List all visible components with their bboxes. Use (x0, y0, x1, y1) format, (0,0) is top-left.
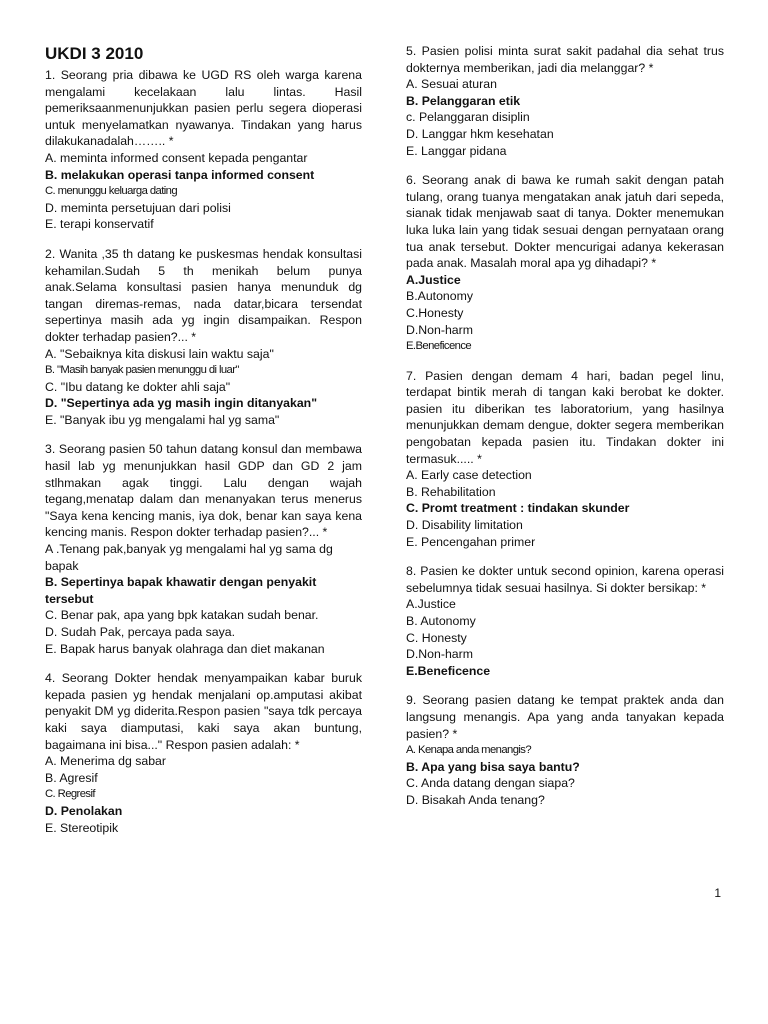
question-stem: 3. Seorang pasien 50 tahun datang konsul dan membawa hasil lab yg menunjukkan hasil GDP dan GD 2 jam stlhmakan agak tinggi. Lalu dengan wajah tegang,menatap dalam dan menanyakan terus menerus "Saya kena kencing manis, iya dok, benar kan saya kena kencing manis. Respon dokter terhadap pasien?... * (45, 442, 362, 540)
answer-option: A. meminta informed consent kepada pengantar (45, 150, 308, 165)
answer-option: A. Menerima dg sabar (45, 754, 166, 769)
question-stem: 6. Seorang anak di bawa ke rumah sakit dengan patah tulang, orang tuanya mengatakan anak jatuh dari sepeda, sianak tidak menjawab saat di tanya. Dokter menemukan luka luka lain yang tidak sesuai dengan pernyataan orang tua anak tersebut. Dokter mencurigai adanya kekerasan pada anak. Masalah moral apa yg dihadapi? * (406, 173, 724, 271)
answer-option: c. Pelanggaran disiplin (406, 110, 530, 125)
answer-option: B. Autonomy (406, 614, 476, 628)
answer-option: D. Disability limitation (406, 518, 523, 533)
question-8 (406, 563, 724, 679)
answer-options (406, 467, 724, 550)
answer-option: A. Early case detection (406, 468, 532, 483)
answer-options (406, 742, 724, 808)
question-1 (45, 67, 362, 233)
answer-option: D.Non-harm (406, 322, 473, 337)
answer-option: D. meminta persetujuan dari polisi (45, 200, 231, 215)
question-stem: 7. Pasien dengan demam 4 hari, badan pegel linu, terdapat bintik merah di tangan kaki berobat ke dokter. pasien itu diberikan tes laboratorium, yang hasilnya menunjukkan demam dengue, dokter segera memberikan pengobatan kepada pasien itu. Tindakan dokter ini termasuk..... * (406, 368, 724, 466)
answer-option: E. "Banyak ibu yg mengalami hal yg sama" (45, 412, 280, 427)
answer-option: E. terapi konservatif (45, 217, 154, 232)
answer-option: E. Pencengahan primer (406, 534, 536, 549)
question-9 (406, 692, 724, 808)
answer-option-correct: D. "Sepertinya ada yg masih ingin ditanyakan" (45, 396, 318, 411)
left-column (45, 44, 362, 849)
answer-option: B. Agresif (45, 770, 98, 785)
answer-option: A.Justice (406, 597, 456, 612)
question-5 (406, 43, 724, 159)
answer-options (45, 541, 362, 657)
question-7 (406, 368, 724, 551)
answer-option: C. Honesty (406, 630, 467, 645)
answer-options (45, 753, 362, 836)
document-title: UKDI 3 2010 (45, 44, 144, 63)
answer-option: B. Rehabilitation (406, 484, 496, 499)
answer-option: E. Bapak harus banyak olahraga dan diet makanan (45, 641, 325, 656)
answer-option: C.Honesty (406, 305, 464, 320)
answer-option: D.Non-harm (406, 647, 473, 662)
question-stem: 1. Seorang pria dibawa ke UGD RS oleh warga karena mengalami kecelakaan lalu lintas. Hasil pemeriksaanmenunjukkan pasien perlu segera dioperasi untuk menyelamatkan nyawanya. Tindakan yang harus dilakukanadalah…….. * (45, 68, 362, 149)
answer-option: A. "Sebaiknya kita diskusi lain waktu saja" (45, 346, 274, 361)
question-4 (45, 670, 362, 836)
question-2 (45, 246, 362, 429)
answer-option: C. Anda datang dengan siapa? (406, 776, 575, 791)
answer-option: A. Sesuai aturan (406, 77, 497, 92)
answer-option-correct: D. Penolakan (45, 803, 123, 818)
answer-option: D. Langgar hkm kesehatan (406, 126, 554, 141)
answer-options (406, 272, 724, 355)
question-stem: 8. Pasien ke dokter untuk second opinion, karena operasi sebelumnya tidak sesuai hasilnya. Si dokter bersikap: * (406, 564, 724, 595)
answer-option: C. Regresif (45, 788, 95, 801)
question-6 (406, 172, 724, 355)
answer-options (406, 76, 724, 159)
answer-option-correct: B. melakukan operasi tanpa informed consent (45, 167, 315, 182)
answer-option-correct: E.Beneficence (406, 663, 491, 678)
answer-options (45, 346, 362, 429)
question-3 (45, 441, 362, 657)
question-stem: 9. Seorang pasien datang ke tempat praktek anda dan langsung menangis. Apa yang anda tanyakan kepada pasien? * (406, 693, 724, 741)
answer-option: A. Kenapa anda menangis? (406, 744, 532, 757)
answer-options (45, 150, 362, 233)
answer-option: E.Beneficence (406, 340, 472, 353)
answer-option-correct: B. Apa yang bisa saya bantu? (406, 759, 580, 774)
answer-option-correct: B. Sepertinya bapak khawatir dengan penyakit tersebut (45, 575, 317, 606)
answer-option: E. Langgar pidana (406, 143, 507, 158)
answer-option: C. menunggu keluarga dating (45, 185, 178, 198)
answer-option-correct: A.Justice (406, 272, 461, 287)
answer-option: D. Bisakah Anda tenang? (406, 792, 545, 807)
answer-option: C. Benar pak, apa yang bpk katakan sudah benar. (45, 608, 319, 623)
question-stem: 5. Pasien polisi minta surat sakit padahal dia sehat trus dokternya memberikan, jadi dia melanggar? * (406, 44, 724, 75)
answer-option: C. "Ibu datang ke dokter ahli saja" (45, 379, 231, 394)
answer-option: E. Stereotipik (45, 820, 119, 835)
right-column (406, 43, 724, 822)
question-stem: 4. Seorang Dokter hendak menyampaikan kabar buruk kepada pasien yg hendak menjalani op.amputasi akibat penyakit DM yg diderita.Respon pasien "saya tdk percaya kaki saya diamputasi, kaki saya akan buntung, bagaimana ini bisa..." Respon pasien adalah: * (45, 671, 362, 752)
answer-option: D. Sudah Pak, percaya pada saya. (45, 625, 236, 639)
question-stem: 2. Wanita ,35 th datang ke puskesmas hendak konsultasi kehamilan.Sudah 5 th menikah belum punya anak.Selama konsultasi pasien hanya menunduk dg tangan diremas-remas, nada datar,bicara tersendat sepertinya masih ada yg ingin disampaikan. Respon dokter terhadap pasien?... * (45, 246, 362, 344)
answer-option: B. "Masih banyak pasien menunggu di luar" (45, 364, 239, 377)
answer-option: B.Autonomy (406, 289, 473, 304)
answer-options (406, 596, 724, 679)
answer-option-correct: B. Pelanggaran etik (406, 93, 521, 108)
page-number: 1 (714, 886, 721, 900)
answer-option: A .Tenang pak,banyak yg mengalami hal yg sama dg bapak (45, 542, 333, 573)
answer-option-correct: C. Promt treatment : tindakan skunder (406, 501, 630, 516)
